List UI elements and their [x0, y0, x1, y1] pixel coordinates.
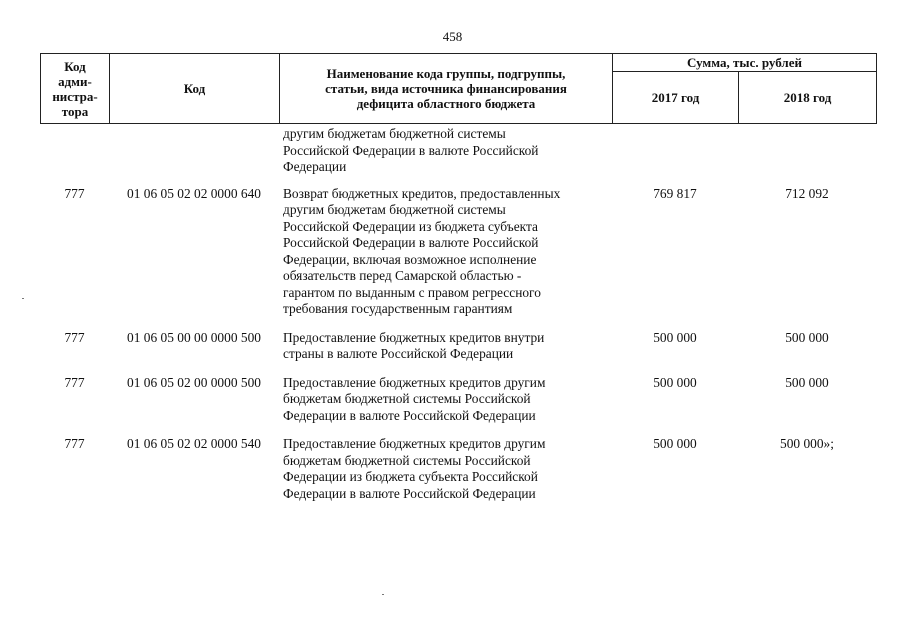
table-body	[40, 126, 876, 514]
cell-code: 01 06 05 00 00 0000 500	[127, 329, 261, 345]
name-line: другим бюджетам бюджетной системы	[283, 202, 506, 217]
table-row	[40, 186, 876, 318]
header-year-2017: 2017 год	[613, 72, 739, 124]
header-sum: Сумма, тыс. рублей	[613, 54, 877, 72]
cell-admin: 777	[64, 436, 85, 451]
header-admin-code-line: нистра-	[52, 88, 98, 104]
cell-2018: 500 000	[785, 374, 829, 390]
scan-speck	[382, 594, 384, 595]
cell-admin: 777	[64, 374, 85, 390]
cell-code: 01 06 05 02 00 0000 500	[127, 374, 261, 390]
cell-name	[279, 126, 612, 176]
name-line: Федерации в валюте Российской Федерации	[283, 407, 536, 423]
name-line: требования государственным гарантиям	[283, 301, 513, 316]
name-line: Российской Федерации в валюте Российской	[283, 142, 539, 158]
cell-name	[279, 375, 612, 425]
name-line: Федерации, включая возможное исполнение	[283, 251, 537, 267]
header-name-line: Наименование кода группы, подгруппы,	[326, 66, 566, 81]
cell-admin: 777	[64, 185, 85, 201]
table-row-continuation	[40, 126, 876, 176]
name-line: Российской Федерации из бюджета субъекта	[283, 218, 538, 234]
scan-speck	[22, 298, 24, 299]
name-line: бюджетам бюджетной системы Российской	[283, 452, 531, 468]
page-number: 458	[442, 29, 463, 44]
cell-name	[279, 436, 612, 502]
cell-admin: 777	[64, 329, 85, 345]
name-line: Предоставление бюджетных кредитов внутри	[283, 329, 545, 345]
cell-2018: 712 092	[785, 185, 829, 201]
table-row	[40, 436, 876, 502]
name-line: Федерации	[283, 159, 347, 174]
cell-2017: 500 000	[653, 374, 697, 390]
cell-code: 01 06 05 02 02 0000 540	[127, 436, 261, 451]
table-row	[40, 375, 876, 425]
cell-2018: 500 000»;	[780, 436, 834, 451]
header-admin-code-line: тора	[61, 103, 89, 119]
name-line: страны в валюте Российской Федерации	[283, 346, 514, 361]
header-admin-code	[41, 54, 110, 124]
cell-2017: 769 817	[653, 185, 697, 201]
header-code: Код	[110, 54, 280, 124]
name-line: Возврат бюджетных кредитов, предоставленных	[283, 185, 561, 201]
cell-code	[109, 126, 279, 176]
cell-name	[279, 330, 612, 363]
header-year-2018: 2018 год	[739, 72, 877, 124]
name-line: Российской Федерации в валюте Российской	[283, 235, 539, 250]
cell-2018	[738, 126, 876, 176]
table-row	[40, 330, 876, 363]
cell-admin	[40, 126, 109, 176]
cell-code: 01 06 05 02 02 0000 640	[127, 185, 261, 201]
cell-2018: 500 000	[785, 329, 829, 345]
name-line: другим бюджетам бюджетной системы	[283, 126, 506, 141]
name-line: Предоставление бюджетных кредитов другим	[283, 374, 546, 390]
header-name-line: дефицита областного бюджета	[356, 96, 536, 111]
name-line: Федерации из бюджета субъекта Российской	[283, 469, 538, 484]
name-line: бюджетам бюджетной системы Российской	[283, 391, 531, 406]
cell-2017	[612, 126, 738, 176]
header-name-line: статьи, вида источника финансирования	[325, 81, 567, 96]
header-admin-code-line: Код	[64, 58, 86, 74]
name-line: гарантом по выданным с правом регрессного	[283, 284, 541, 300]
cell-2017: 500 000	[653, 436, 697, 451]
cell-2017: 500 000	[653, 329, 697, 345]
table-header	[40, 53, 877, 124]
name-line: обязательств перед Самарской областью -	[283, 268, 522, 283]
header-admin-code-line: адми-	[58, 73, 92, 89]
name-line: Предоставление бюджетных кредитов другим	[283, 436, 546, 451]
name-line: Федерации в валюте Российской Федерации	[283, 485, 536, 501]
header-name	[280, 54, 613, 124]
cell-name	[279, 186, 612, 318]
